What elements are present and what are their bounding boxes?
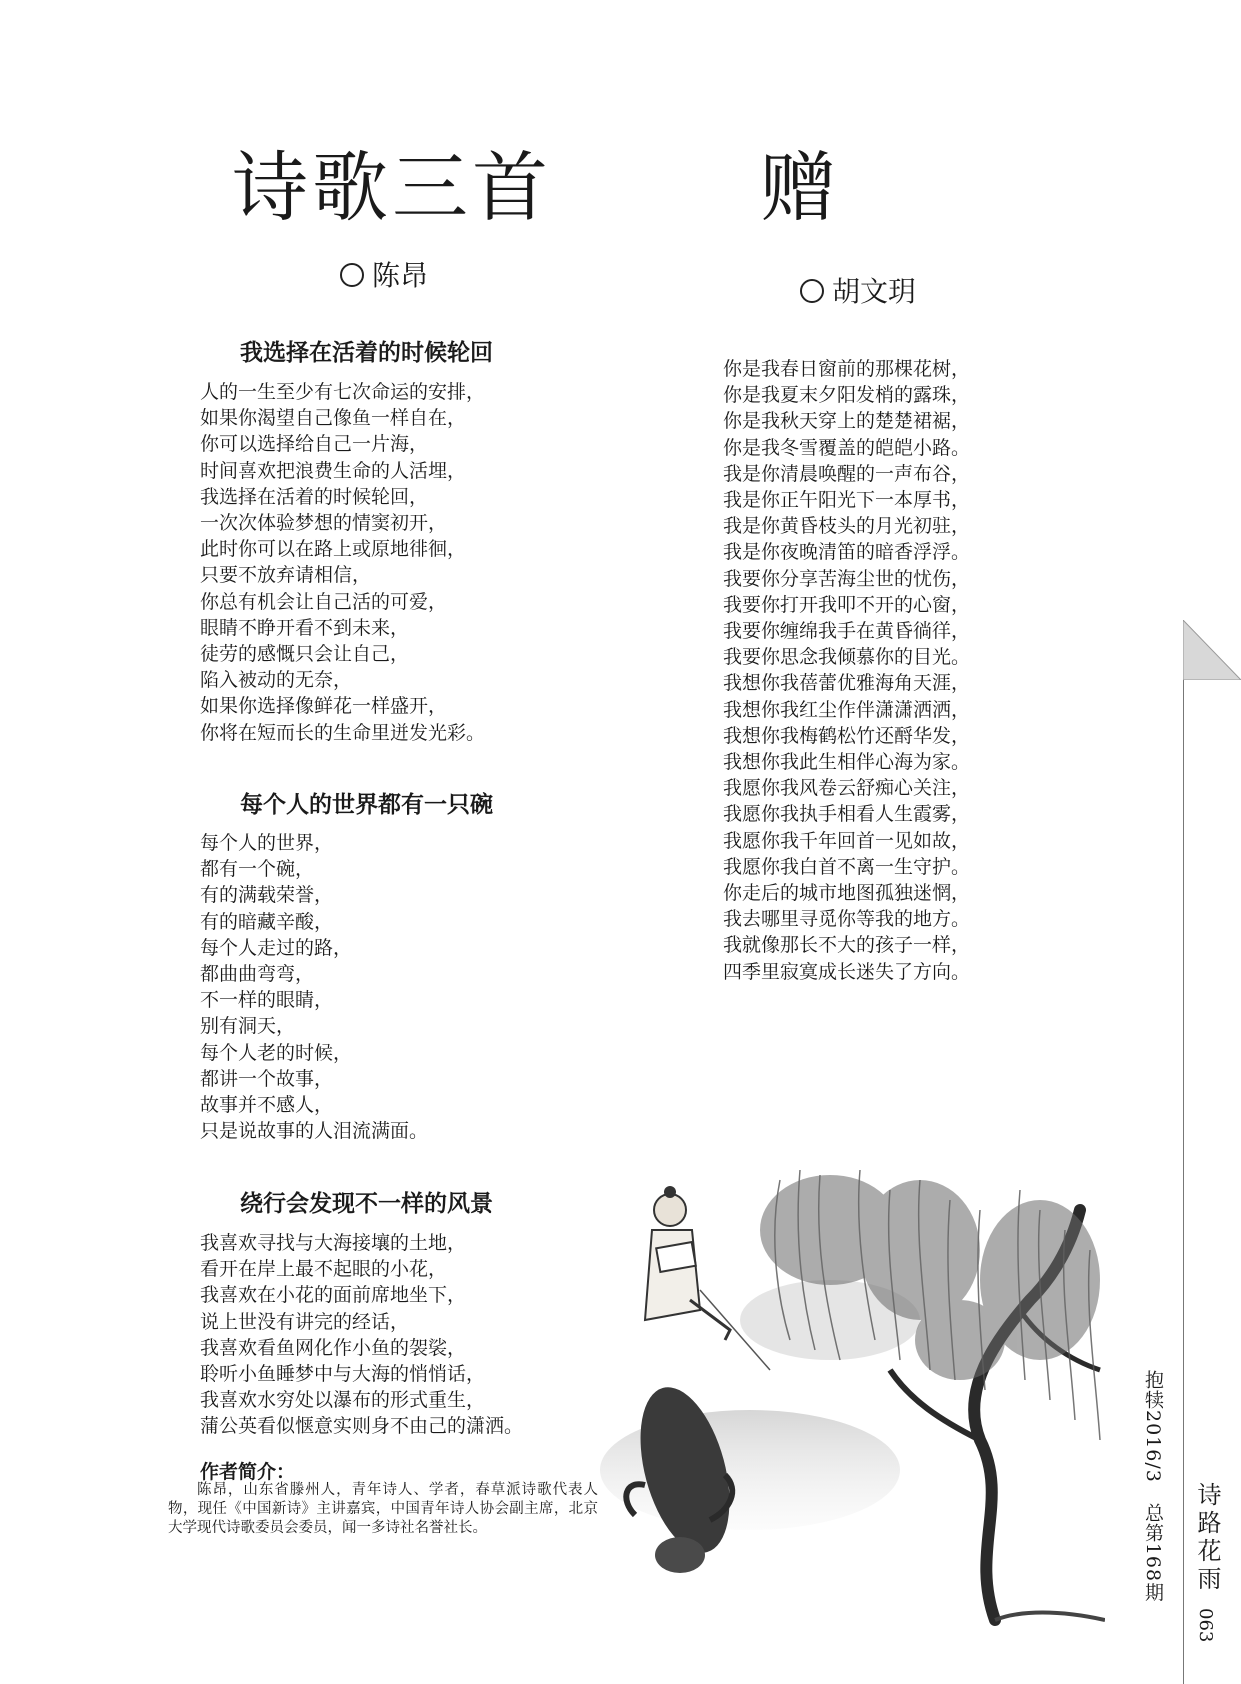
circle-marker-icon — [340, 263, 364, 287]
poem-line: 你总有机会让自己活的可爱， — [200, 590, 448, 613]
poem-line: 每个人走过的路， — [200, 936, 353, 959]
poem-line: 我要你思念我倾慕你的目光。 — [723, 646, 971, 669]
poem-line: 只是说故事的人泪流满面。 — [200, 1120, 429, 1143]
stanza — [723, 566, 970, 671]
poem-line: 如果你渴望自己像鱼一样自在， — [200, 407, 467, 430]
poem-line: 我要你缠绵我手在黄昏徜徉， — [723, 620, 971, 643]
poem-line: 你是我秋天穿上的楚楚裙裾， — [723, 410, 971, 433]
left-author-line — [340, 259, 429, 292]
corner-tab — [1183, 620, 1241, 680]
poem-line: 我是你夜晚清笛的暗香浮浮。 — [723, 541, 971, 564]
page-number: 063 — [1195, 1608, 1216, 1643]
poem-line: 眼睛不睁开看不到未来， — [200, 616, 410, 639]
poem-line: 我喜欢看鱼网化作小鱼的袈裟， — [200, 1336, 467, 1359]
poem-3-body — [200, 1230, 523, 1440]
poem-2-body — [200, 830, 428, 1144]
poem-line: 你可以选择给自己一片海， — [200, 433, 429, 456]
poem-line: 蒲公英看似惬意实则身不由己的潇洒。 — [200, 1415, 524, 1438]
poem-line: 我想你我梅鹤松竹还酹华发， — [723, 724, 971, 747]
poem-line: 只要不放弃请相信， — [200, 564, 372, 587]
poem-line: 此时你可以在路上或原地徘徊， — [200, 538, 467, 561]
poem-line: 我选择在活着的时候轮回， — [200, 485, 429, 508]
poem-line: 有的暗藏辛酸， — [200, 910, 334, 933]
section-name: 诗路花雨 — [1193, 1482, 1221, 1594]
ink-illustration — [600, 1170, 1105, 1630]
poem-line: 我想你我蓓蕾优雅海角天涯， — [723, 672, 971, 695]
stanza — [723, 775, 970, 880]
poem-line: 一次次体验梦想的情窦初开， — [200, 512, 448, 535]
left-poem-title: 诗歌三首 — [232, 143, 552, 232]
right-author-line — [800, 275, 917, 308]
issue-info: 抱犊2016/3 总第168期 — [1142, 1370, 1164, 1603]
poem-line: 每个人老的时候， — [200, 1041, 353, 1064]
poem-line: 徒劳的感慨只会让自己， — [200, 643, 410, 666]
poem-line: 我要你打开我叩不开的心窗， — [723, 593, 971, 616]
poem-line: 我是你清晨唤醒的一声布谷， — [723, 462, 971, 485]
side-divider — [1183, 620, 1184, 1684]
poem-1-body — [200, 379, 485, 746]
poem-3-title: 绕行会发现不一样的风景 — [240, 1191, 493, 1217]
poem-line: 有的满载荣誉， — [200, 884, 334, 907]
poem-line: 我喜欢寻找与大海接壤的土地， — [200, 1232, 467, 1254]
poem-line: 都有一个碗， — [200, 858, 315, 881]
right-poem-title: 赠 — [760, 143, 840, 232]
poem-line: 陷入被动的无奈， — [200, 669, 353, 692]
poem-line: 我愿你我风卷云舒痴心关注， — [723, 777, 971, 800]
willow-branch — [890, 1370, 980, 1440]
stanza — [723, 880, 970, 985]
left-author: 陈昂 — [372, 259, 429, 292]
bio-title: 作者简介： — [200, 1461, 296, 1483]
poem-1-title: 我选择在活着的时候轮回 — [240, 340, 493, 366]
poem-line: 我想你我此生相伴心海为家。 — [723, 751, 971, 774]
poem-line: 你是我冬雪覆盖的皑皑小路。 — [723, 436, 971, 459]
poem-line: 人的一生至少有七次命运的安排， — [200, 381, 486, 403]
poem-line: 我愿你我白首不离一生守护。 — [723, 855, 971, 878]
right-author: 胡文玥 — [832, 275, 917, 308]
poem-line: 我愿你我执手相看人生霞雾， — [723, 803, 971, 826]
poem-line: 我喜欢在小花的面前席地坐下， — [200, 1284, 467, 1307]
poem-line: 故事并不感人， — [200, 1094, 334, 1117]
poem-line: 如果你选择像鲜花一样盛开， — [200, 695, 448, 718]
poem-line: 你将在短而长的生命里迸发光彩。 — [200, 721, 486, 744]
poem-line: 看开在岸上最不起眼的小花， — [200, 1258, 448, 1281]
poem-line: 时间喜欢把浪费生命的人活埋， — [200, 459, 467, 482]
poem-line: 说上世没有讲完的经话， — [200, 1310, 410, 1333]
poem-line: 都曲曲弯弯， — [200, 963, 315, 986]
poem-line: 我喜欢水穷处以瀑布的形式重生， — [200, 1389, 486, 1412]
poem-line: 我就像那长不大的孩子一样， — [723, 934, 971, 957]
boy-reading — [645, 1186, 770, 1370]
poem-line: 我是你黄昏枝头的月光初驻， — [723, 515, 971, 538]
poem-line: 我想你我红尘作伴潇潇洒洒， — [723, 698, 971, 721]
poem-2-title: 每个人的世界都有一只碗 — [240, 792, 493, 818]
bio-text: 陈昂，山东省滕州人，青年诗人、学者，春草派诗歌代表人物，现任《中国新诗》主讲嘉宾，中国青年诗人协会副主席，北京大学现代诗歌委员会委员，闻一多诗社名誉社长。 — [168, 1482, 598, 1536]
poem-line: 你是我春日窗前的那棵花树， — [723, 358, 971, 380]
stanza — [723, 670, 970, 775]
poem-line: 我愿你我千年回首一见如故， — [723, 829, 971, 852]
poem-line: 你是我夏末夕阳发梢的露珠， — [723, 384, 971, 407]
poem-line: 每个人的世界， — [200, 832, 334, 854]
poem-line: 别有洞天， — [200, 1015, 296, 1038]
poem-line: 聆听小鱼睡梦中与大海的悄悄话， — [200, 1363, 486, 1386]
ground-line — [995, 1613, 1105, 1621]
poem-line: 都讲一个故事， — [200, 1067, 334, 1090]
stanza — [723, 356, 970, 461]
stanza — [723, 461, 970, 566]
poem-line: 四季里寂寞成长迷失了方向。 — [723, 960, 971, 983]
poem-line: 你走后的城市地图孤独迷惘， — [723, 882, 971, 905]
circle-marker-icon — [800, 279, 824, 303]
poem-line: 我是你正午阳光下一本厚书， — [723, 489, 971, 512]
poem-line: 不一样的眼睛， — [200, 989, 334, 1012]
right-poem-body — [723, 356, 970, 985]
poem-line: 我要你分享苦海尘世的忧伤， — [723, 567, 971, 590]
poem-line: 我去哪里寻觅你等我的地方。 — [723, 908, 971, 931]
